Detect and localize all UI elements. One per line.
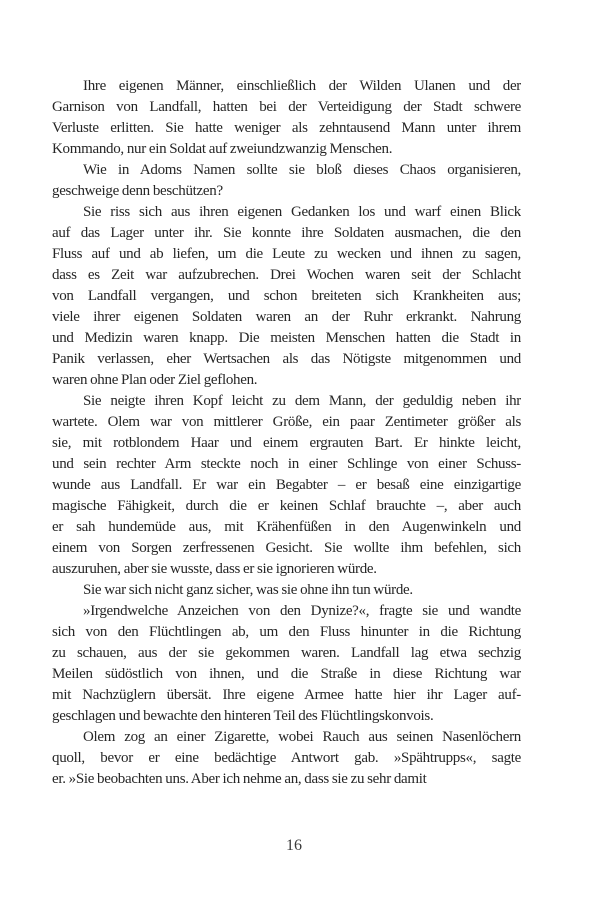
text-line: quoll, bevor er eine bedächtige Antwort gab. »Spähtrupps«, sagte [52, 750, 521, 766]
text-line: Garnison von Landfall, hatten bei der Verteidigung der Stadt schwere [52, 99, 521, 115]
text-line: Verluste erlitten. Sie hatte weniger als zehntausend Mann unter ihrem [52, 120, 521, 136]
text-line: Sie riss sich aus ihren eigenen Gedanken los und warf einen Blick [83, 204, 521, 220]
text-line: geschlagen und bewachte den hinteren Teil des Flüchtlingskonvois. [52, 708, 434, 724]
text-line: Sie neigte ihren Kopf leicht zu dem Mann, der geduldig neben ihr [83, 393, 521, 409]
text-line: Kommando, nur ein Soldat auf zweiundzwanzig Menschen. [52, 141, 393, 157]
page-number: 16 [286, 837, 302, 854]
text-line: waren ohne Plan oder Ziel geflohen. [52, 372, 258, 388]
text-line: und Medizin waren knapp. Die meisten Menschen hatten die Stadt in [52, 330, 521, 346]
text-line: sich von den Flüchtlingen ab, um den Fluss hinunter in die Richtung [52, 624, 521, 640]
text-line: und sein rechter Arm steckte noch in einer Schlinge von einer Schuss- [52, 456, 521, 472]
text-line: geschweige denn beschützen? [52, 183, 223, 199]
text-line: mit Nachzüglern übersät. Ihre eigene Armee hatte hier ihr Lager auf- [52, 687, 521, 703]
text-line: Wie in Adoms Namen sollte sie bloß dieses Chaos organisieren, [83, 162, 521, 178]
text-line: einem von Sorgen zerfressenen Gesicht. Sie wollte ihm befehlen, sich [52, 540, 521, 556]
text-line: viele ihrer eigenen Soldaten waren an der Ruhr erkrankt. Nahrung [52, 309, 521, 325]
text-line: auszuruhen, aber sie wusste, dass er sie ignorieren würde. [52, 561, 377, 577]
text-line: auf das Lager unter ihr. Sie konnte ihre Soldaten ausmachen, die den [52, 225, 521, 241]
text-line: dass es Zeit war aufzubrechen. Drei Wochen waren seit der Schlacht [52, 267, 521, 283]
text-line: magische Fähigkeit, durch die er keinen Schlaf brauchte –, aber auch [52, 498, 521, 514]
text-line: Fluss auf und ab liefen, um die Leute zu wecken und ihnen zu sagen, [52, 246, 521, 262]
text-line: er. »Sie beobachten uns. Aber ich nehme an, dass sie zu sehr damit [52, 771, 427, 787]
text-line: er sah hundemüde aus, mit Krähenfüßen in den Augenwinkeln und [52, 519, 521, 535]
text-line: »Irgendwelche Anzeichen von den Dynize?«, fragte sie und wandte [83, 603, 521, 619]
text-line: Sie war sich nicht ganz sicher, was sie ohne ihn tun würde. [83, 582, 413, 598]
text-line: Panik verlassen, eher Wertsachen als das Nötigste mitgenommen und [52, 351, 521, 367]
text-line: Meilen südöstlich von ihnen, und die Straße in diese Richtung war [52, 666, 521, 682]
text-line: sie, mit rotblondem Haar und einem ergrauten Bart. Er hinkte leicht, [52, 435, 521, 451]
text-line: Olem zog an einer Zigarette, wobei Rauch aus seinen Nasenlöchern [83, 729, 521, 745]
text-column [52, 76, 521, 790]
text-line: Ihre eigenen Männer, einschließlich der Wilden Ulanen und der [83, 78, 521, 94]
text-line: wartete. Olem war von mittlerer Größe, ein paar Zentimeter größer als [52, 414, 521, 430]
text-line: zu schauen, aus der sie gekommen waren. Landfall lag etwa sechzig [52, 645, 521, 661]
text-line: von Landfall vergangen, und schon breiteten sich Krankheiten aus; [52, 288, 521, 304]
text-line: wunde aus Landfall. Er war ein Begabter – er besaß eine einzigartige [52, 477, 521, 493]
